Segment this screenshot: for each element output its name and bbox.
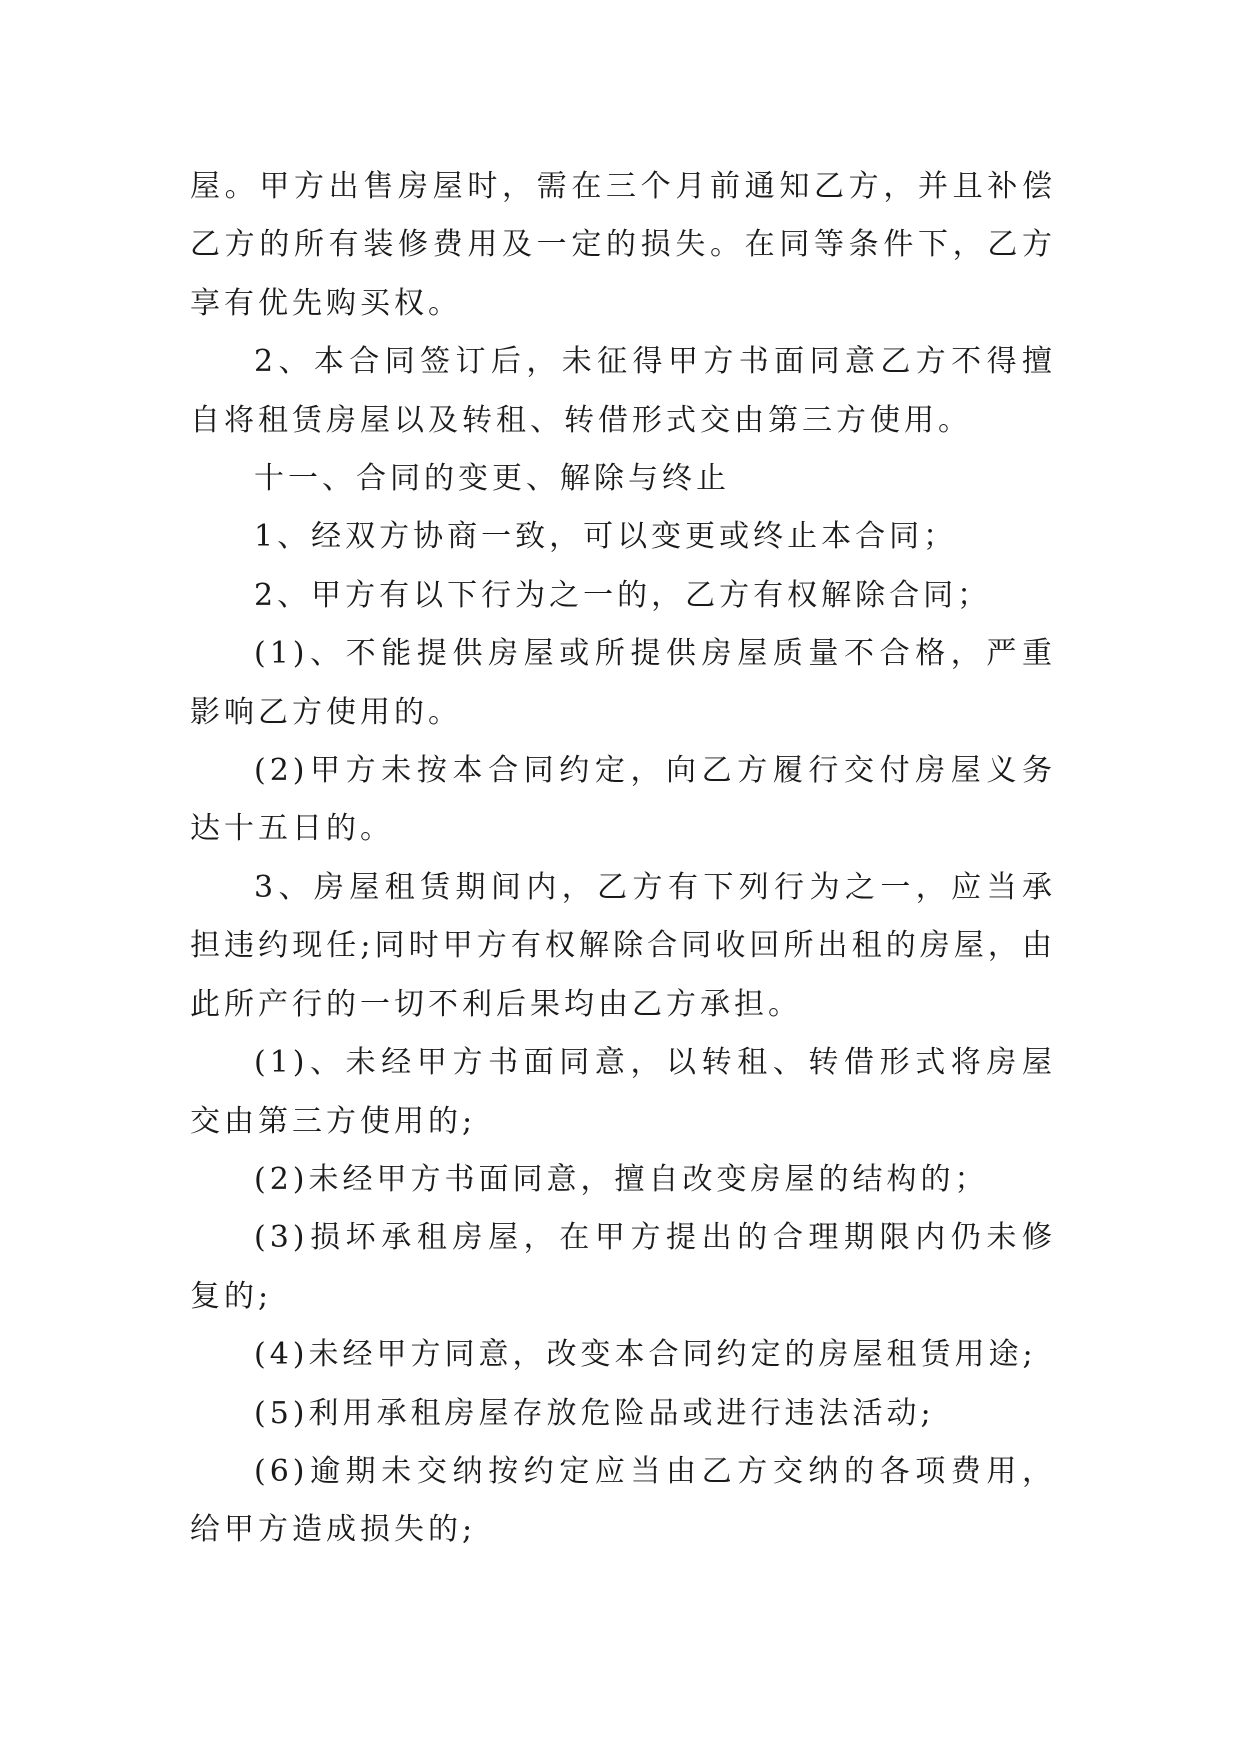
paragraph-clause-2-no-sublet: 2、本合同签订后，未征得甲方书面同意乙方不得擅自将租赁房屋以及转租、转借形式交由第三方使用。 [190, 344, 1056, 438]
paragraph-item-2-1: (1)、不能提供房屋或所提供房屋质量不合格，严重影响乙方使用的。 [190, 636, 1056, 730]
paragraph-item-3-3: (3)损坏承租房屋，在甲方提出的合理期限内仍未修复的; [190, 1220, 1056, 1314]
paragraph-clause-3: 3、房屋租赁期间内，乙方有下列行为之一，应当承担违约现任;同时甲方有权解除合同收回所出租的房屋，由此所产行的一切不利后果均由乙方承担。 [190, 869, 1056, 1022]
paragraph-item-3-4: (4)未经甲方同意，改变本合同约定的房屋租赁用途; [254, 1337, 1037, 1373]
paragraph-item-3-1: (1)、未经甲方书面同意，以转租、转借形式将房屋交由第三方使用的; [190, 1045, 1056, 1139]
paragraph-clause-2: 2、甲方有以下行为之一的，乙方有权解除合同； [254, 577, 992, 613]
paragraph-item-3-2: (2)未经甲方书面同意，擅自改变房屋的结构的； [254, 1161, 989, 1197]
paragraph-item-3-5: (5)利用承租房屋存放危险品或进行违法活动; [254, 1395, 935, 1431]
paragraph-item-3-6: (6)逾期未交纳按约定应当由乙方交纳的各项费用，给甲方造成损失的; [190, 1453, 1056, 1548]
document-body [190, 158, 1056, 1560]
section-heading-11: 十一、合同的变更、解除与终止 [254, 461, 730, 497]
paragraph-clause-1: 1、经双方协商一致，可以变更或终止本合同； [254, 519, 958, 555]
paragraph-continuation: 屋。甲方出售房屋时，需在三个月前通知乙方，并且补偿乙方的所有装修费用及一定的损失。在同等条件下，乙方享有优先购买权。 [190, 169, 1056, 321]
paragraph-item-2-2: (2)甲方未按本合同约定，向乙方履行交付房屋义务达十五日的。 [190, 753, 1056, 847]
